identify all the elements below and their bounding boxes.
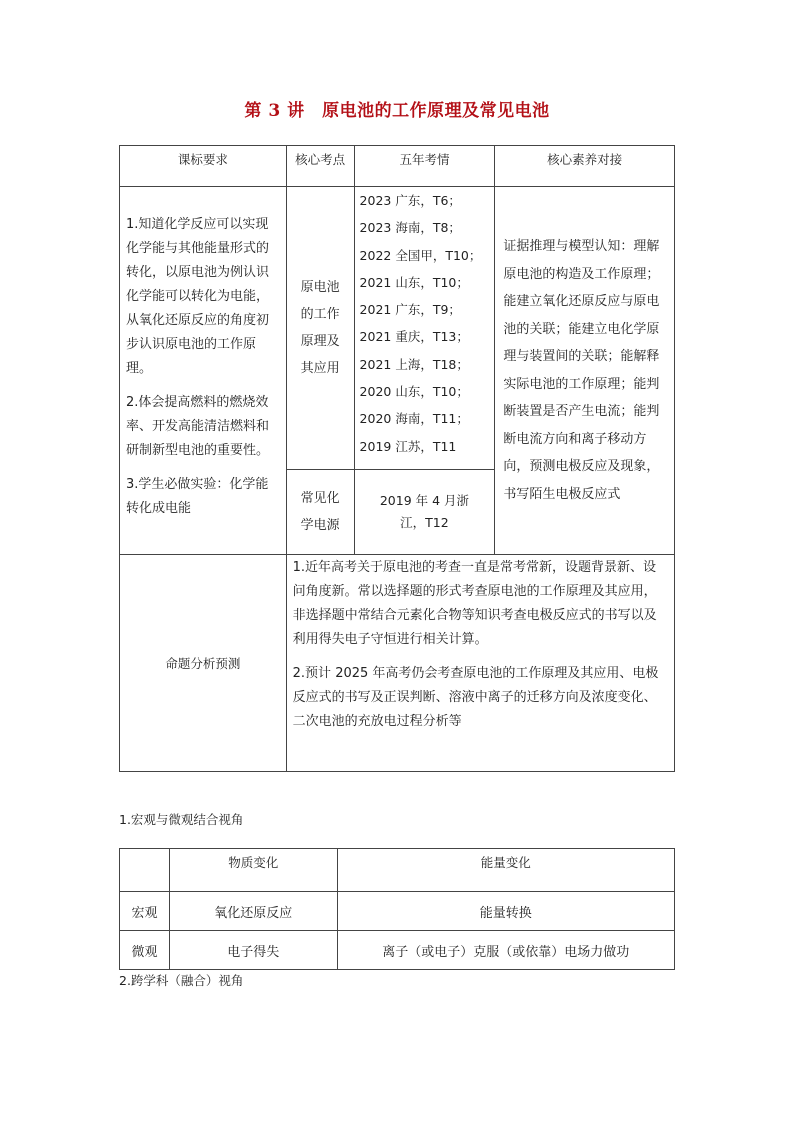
year-entry: 2020 山东，T10； <box>359 384 469 400</box>
header-material-change: 物质变化 <box>169 849 337 892</box>
macro-material: 氧化还原反应 <box>169 892 337 931</box>
year-entry: 2023 广东，T6； <box>359 193 461 208</box>
row-label-macro: 宏观 <box>120 892 170 931</box>
year-entry: 2019 江苏，T11 <box>359 438 457 454</box>
section-heading-1: 1.宏观与微观结合视角 <box>119 812 244 827</box>
year-entry: 2023 海南，T8； <box>359 220 461 236</box>
row-label-micro: 微观 <box>120 931 170 970</box>
requirements-cell <box>120 187 287 555</box>
requirement-2: 2.体会提高燃料的燃烧效率、开发高能清洁燃料和研制新型电池的重要性。 <box>126 395 270 458</box>
header-literacy: 核心素养对接 <box>495 146 675 187</box>
header-energy-change: 能量变化 <box>337 849 674 892</box>
overview-table <box>119 145 675 772</box>
requirement-3: 3.学生必做实验：化学能转化成电能 <box>126 477 269 516</box>
header-core-points: 核心考点 <box>286 146 354 187</box>
macro-micro-table <box>119 848 675 970</box>
literacy-cell: 证据推理与模型认知：理解原电池的构造及工作原理；能建立氧化还原反应与原电池的关联；能建立电化学原理与装置间的关联；能解释实际电池的工作原理；能判断装置是否产生电流；能判断电流方向和离子移动方向，预测电极反应及现象，书写陌生电极反应式 <box>495 187 675 555</box>
analysis-cell <box>286 555 674 772</box>
page-title: 第 3 讲 原电池的工作原理及常见电池 <box>244 101 550 121</box>
year-entry: 2021 上海，T18； <box>359 356 469 372</box>
requirement-1: 1.知道化学反应可以实现化学能与其他能量形式的转化，以原电池为例认识化学能可以转化为电能，从氧化还原反应的角度初步认识原电池的工作原理。 <box>126 217 270 376</box>
micro-energy: 离子（或电子）克服（或依靠）电场力做功 <box>337 931 674 970</box>
year-entry: 2020 海南，T11； <box>359 411 469 427</box>
header-requirements: 课标要求 <box>120 146 287 187</box>
core-point-1: 原电池的工作原理及其应用 <box>286 187 354 470</box>
micro-material: 电子得失 <box>169 931 337 970</box>
header-empty <box>120 849 170 892</box>
year-entry: 2022 全国甲，T10； <box>359 247 482 263</box>
years-list <box>354 187 495 470</box>
year-entry: 2021 山东，T10； <box>359 274 469 290</box>
core-point-2: 常见化学电源 <box>286 470 354 555</box>
year-entry: 2021 广东，T9； <box>359 302 461 318</box>
analysis-1: 1.近年高考关于原电池的考查一直是常考常新，设题背景新、设问角度新。常以选择题的形式考查原电池的工作原理及其应用，非选择题中常结合元素化合物等知识考查电极反应式的书写以及利用得失电子守恒进行相关计算。 <box>292 560 657 647</box>
year-entry-zhejiang: 2019 年 4 月浙江，T12 <box>354 470 495 555</box>
year-entry: 2021 重庆，T13； <box>359 329 469 345</box>
analysis-2: 2.预计 2025 年高考仍会考查原电池的工作原理及其应用、电极反应式的书写及正误判断、溶液中离子的迁移方向及浓度变化、二次电池的充放电过程分析等 <box>292 666 659 729</box>
section-heading-2: 2.跨学科（融合）视角 <box>119 973 244 988</box>
header-five-year: 五年考情 <box>354 146 495 187</box>
analysis-label: 命题分析预测 <box>120 555 287 772</box>
macro-energy: 能量转换 <box>337 892 674 931</box>
